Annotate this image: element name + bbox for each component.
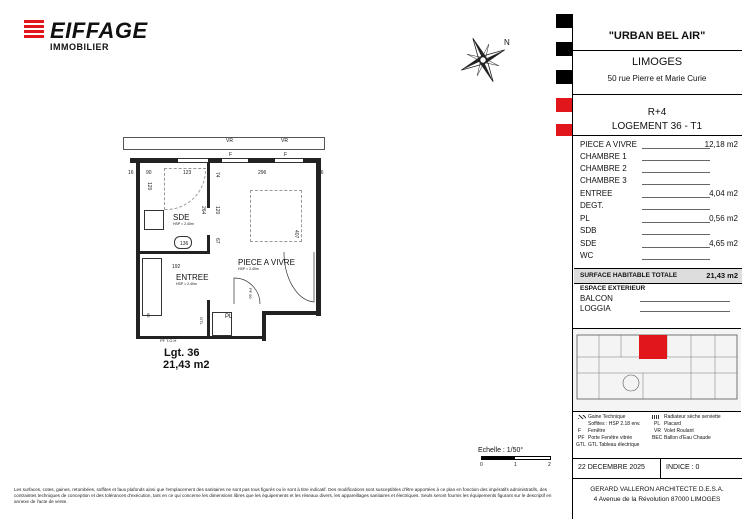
legend-gtl: GTL Tableau électrique — [588, 442, 640, 448]
exterior-loggia: LOGGIA — [580, 304, 611, 313]
scale-bar — [481, 456, 551, 460]
dim-67: 67 — [214, 238, 220, 244]
architect-address: 4 Avenue de la Révolution 87000 LIMOGES — [593, 496, 721, 503]
legend-pl: Placard — [664, 421, 681, 427]
legend-pf: Porte Fenêtre vitrée — [588, 435, 633, 441]
room-row-1: CHAMBRE 1 — [580, 152, 740, 165]
dim-296: 296 — [258, 170, 267, 176]
room-row-3: CHAMBRE 3 — [580, 176, 740, 189]
vr-label-1: VR — [226, 138, 233, 144]
logo-subtitle: IMMOBILIER — [50, 42, 109, 52]
strip-black-1 — [556, 14, 572, 28]
room-piece-label: PIECE A VIVRE — [238, 258, 295, 267]
eiffage-logo-mark — [24, 20, 44, 42]
balcon-line — [640, 301, 730, 302]
room-piece-hsp: HSP = 2.40m — [238, 267, 259, 271]
dim-136: 136 — [180, 241, 189, 247]
surface-total-row — [574, 268, 742, 284]
lot-area: 21,43 m2 — [163, 359, 210, 371]
dim-90: 90 — [146, 170, 152, 176]
window-3 — [275, 158, 303, 163]
wall-left — [136, 158, 140, 338]
lot-number: Lgt. 36 — [164, 347, 200, 359]
dim-pf: PF 90 — [248, 288, 253, 299]
wall-entree-right — [207, 300, 210, 336]
divider-1 — [572, 50, 742, 51]
strip-black-3 — [556, 70, 572, 84]
legend-bec-code: BEC — [652, 435, 663, 441]
kitchen-counter — [142, 258, 162, 316]
room-row-9: WC — [580, 251, 740, 264]
strip-red-1 — [556, 98, 572, 112]
room-entree-hsp: HSP = 2.40m — [176, 282, 197, 286]
wall-bottom — [136, 336, 266, 339]
dim-192: 192 — [172, 264, 181, 270]
legend-gaine: Gaine Technique — [588, 414, 626, 420]
room-row-6: PL 0,56 m2 — [580, 214, 738, 223]
room-row-8: SDE 4,65 m2 — [580, 239, 738, 248]
room-pl-label: PL — [225, 314, 233, 320]
project-address: 50 rue Pierre et Marie Curie — [607, 74, 707, 83]
wall-sde-bottom — [140, 251, 210, 254]
room-row-7: SDB — [580, 226, 740, 239]
architect-name: GERARD VALLERON ARCHITECTE D.E.S.A. — [590, 486, 724, 493]
legend-pf-code: PF — [578, 435, 585, 441]
legend-f-code: F — [578, 428, 582, 434]
wall-sde-right-lower — [207, 235, 210, 254]
f-label-2: F — [284, 152, 288, 158]
dim-407: 407 — [293, 230, 299, 239]
legend-gtl-code: GTL — [576, 442, 586, 448]
strip-black-2 — [556, 42, 572, 56]
room-row-2: CHAMBRE 2 — [580, 164, 740, 177]
scale-tick-1: 1 — [514, 462, 517, 468]
gtl-label: GTL — [199, 317, 204, 325]
dim-120b: 120 — [214, 206, 220, 215]
exterior-balcon: BALCON — [580, 294, 613, 303]
divider-5 — [572, 478, 742, 479]
legend-vr: Volet Roulant — [664, 428, 694, 434]
dim-74: 74 — [214, 172, 220, 178]
dim-pf-toh: PF T.O.H — [160, 338, 177, 343]
door-swing-icon — [232, 276, 262, 306]
f-label-1: F — [229, 152, 233, 158]
surface-total-label: SURFACE HABITABLE TOTALE — [580, 272, 678, 279]
legend-bec: Ballon d'Eau Chaude — [664, 435, 711, 441]
room-row-0: PIECE A VIVRE 12,18 m2 — [580, 140, 738, 149]
surface-total-value: 21,43 m2 — [706, 271, 738, 280]
dim-264: 264 — [200, 206, 206, 215]
window-1 — [178, 158, 208, 163]
divider-2 — [572, 94, 742, 95]
divider-4 — [572, 458, 742, 459]
unit-logement: LOGEMENT 36 - T1 — [611, 121, 703, 132]
key-plan-drawing — [573, 329, 741, 411]
date-divider — [660, 459, 661, 478]
vr-label-2: VR — [281, 138, 288, 144]
facade-band — [123, 137, 325, 150]
room-row-4: ENTREE 4,04 m2 — [580, 189, 738, 198]
dim-16-left: 16 — [128, 170, 134, 176]
loggia-line — [640, 311, 730, 312]
divider-3 — [572, 135, 742, 136]
legend-soffites: Soffites : HSP 2.18 env. — [588, 421, 641, 427]
dim-66: 66 — [146, 313, 151, 318]
logo-name: EIFFAGE — [50, 18, 148, 43]
room-row-5: DEGT. — [580, 201, 740, 214]
room-sde-label: SDE — [173, 213, 190, 222]
dim-120: 120 — [146, 182, 152, 191]
exterior-title: ESPACE EXTERIEUR — [580, 285, 646, 292]
radiateur-swatch — [652, 415, 660, 419]
dim-123: 123 — [183, 170, 192, 176]
gaine-swatch — [578, 415, 586, 419]
room-sde-hsp: HSP = 2.40m — [173, 222, 194, 226]
footnote: Les surfaces, cotes, gaines, retombées, soffites et faux plafonds ainsi que l'emplacement des sanitaires ne sont pas tous figurés ou le sont à titre indicatif. Des modifications sont susceptibles d'être apportées à ce plan en fonction des impératifs administratifs, des contraintes techniques de conception et des tolérances d'exécution, tant en ce qui concerne les dimensions libres que les équipements et les réseaux divers, les appareillages sanitaires et électriques. Seuls seront fournis les équipements figurant sur le descriptif en annexe de l'acte de vente. — [14, 487, 552, 504]
window-2 — [222, 158, 248, 163]
key-plan — [573, 328, 741, 412]
wall-right — [316, 158, 321, 316]
unit-level: R+4 — [647, 107, 667, 118]
scale-tick-0: 0 — [480, 462, 483, 468]
scale-tick-2: 2 — [548, 462, 551, 468]
date: 22 DECEMBRE 2025 — [578, 464, 645, 471]
wall-bottom-right — [262, 311, 320, 315]
indice: INDICE : 0 — [666, 464, 700, 471]
strip-red-2 — [556, 124, 572, 136]
project-name: "URBAN BEL AIR" — [608, 30, 706, 42]
project-city: LIMOGES — [631, 56, 683, 68]
compass-north-label: N — [504, 38, 510, 47]
room-entree-label: ENTREE — [176, 273, 209, 282]
wall-sde-right-upper — [207, 163, 210, 208]
legend-vr-code: VR — [654, 428, 661, 434]
scale-label: Echelle : 1/50° — [478, 447, 524, 454]
legend-pl-code: PL — [654, 421, 661, 427]
dim-16-right: 16 — [318, 170, 324, 176]
sink-fixture — [144, 210, 164, 230]
legend-f: Fenêtre — [588, 428, 606, 434]
legend-radiateur: Radiateur sèche serviette — [664, 414, 721, 420]
